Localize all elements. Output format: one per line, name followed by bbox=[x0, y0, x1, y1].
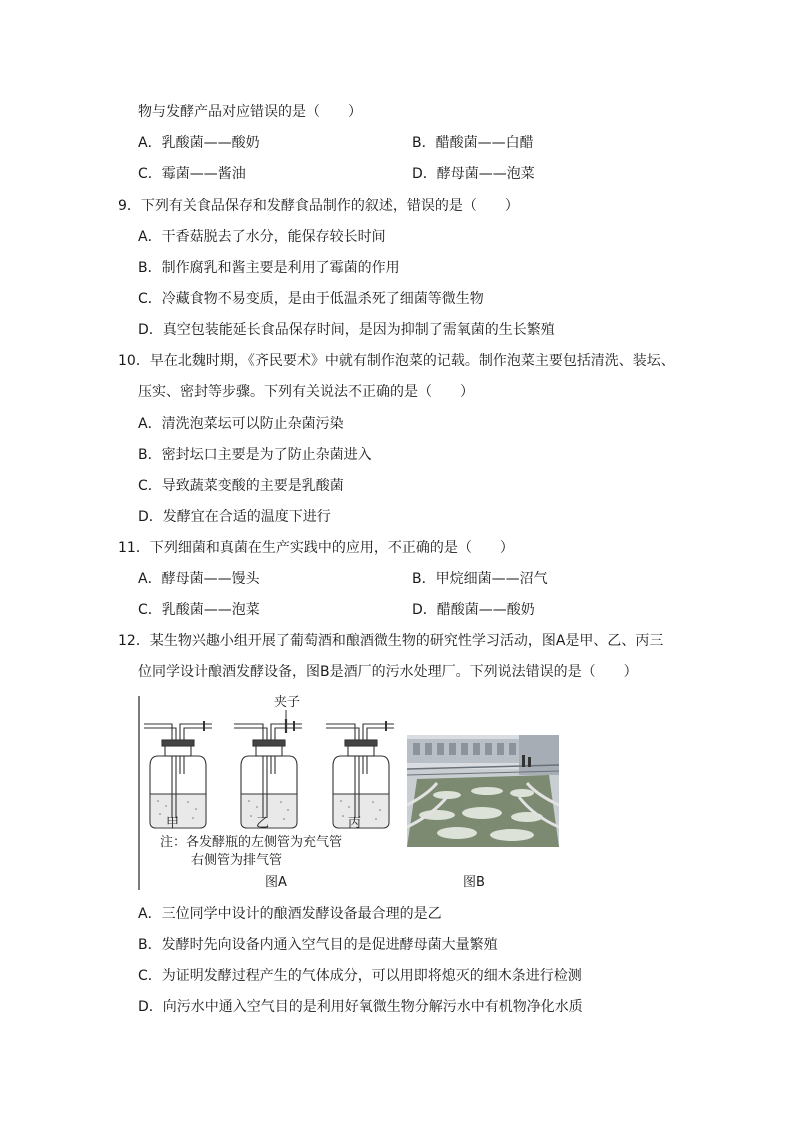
bottle-jia bbox=[144, 721, 212, 828]
figure-a-caption: 图A bbox=[265, 875, 287, 890]
q8-option-a: A．乳酸菌——酸奶 bbox=[138, 135, 260, 151]
question-11-stem: 11．下列细菌和真菌在生产实践中的应用，不正确的是（ ） bbox=[118, 540, 514, 556]
question-10-stem-line2: 压实、密封等步骤。下列有关说法不正确的是（ ） bbox=[138, 384, 474, 400]
q11-option-d: D．醋酸菌——酸奶 bbox=[412, 602, 535, 618]
question-10-stem-line1: 10．早在北魏时期，《齐民要术》中就有制作泡菜的记载。制作泡菜主要包括清洗、装坛、 bbox=[118, 353, 675, 369]
q9-option-d: D．真空包装能延长食品保存时间，是因为抑制了需氧菌的生长繁殖 bbox=[138, 322, 555, 338]
question-12-stem-line1: 12．某生物兴趣小组开展了葡萄酒和酿酒微生物的研究性学习活动，图A是甲、乙、丙三 bbox=[118, 633, 664, 649]
q9-option-b: B．制作腐乳和酱主要是利用了霉菌的作用 bbox=[138, 260, 400, 276]
clip-label: 夹子 bbox=[274, 695, 301, 710]
question-12-stem-line2: 位同学设计酿酒发酵设备，图B是酒厂的污水处理厂。下列说法错误的是（ ） bbox=[138, 664, 638, 680]
q10-option-b: B．密封坛口主要是为了防止杂菌进入 bbox=[138, 447, 372, 463]
q8-option-d: D．酵母菌——泡菜 bbox=[412, 166, 535, 182]
figure-a-fermentation-bottles bbox=[138, 694, 400, 890]
figure-b-caption: 图B bbox=[463, 875, 485, 890]
bottle-bing bbox=[326, 721, 394, 828]
q8-option-c: C．霉菌——酱油 bbox=[138, 166, 246, 182]
q12-option-d: D．向污水中通入空气目的是利用好氧微生物分解污水中有机物净化水质 bbox=[138, 999, 583, 1015]
question-9-stem: 9．下列有关食品保存和发酵食品制作的叙述，错误的是（ ） bbox=[118, 198, 519, 214]
bottle-label-jia: 甲 bbox=[166, 816, 180, 831]
q11-option-b: B．甲烷细菌——沼气 bbox=[412, 571, 548, 587]
bottle-label-yi: 乙 bbox=[256, 816, 270, 831]
q11-option-a: A．酵母菌——馒头 bbox=[138, 571, 260, 587]
q9-option-c: C．冷藏食物不易变质，是由于低温杀死了细菌等微生物 bbox=[138, 291, 484, 307]
bottle-yi bbox=[234, 710, 302, 828]
q10-option-c: C．导致蔬菜变酸的主要是乳酸菌 bbox=[138, 478, 344, 494]
bottle-label-bing: 丙 bbox=[348, 816, 362, 831]
q10-option-a: A．清洗泡菜坛可以防止杂菌污染 bbox=[138, 416, 344, 432]
q8-option-b: B．醋酸菌——白醋 bbox=[412, 135, 534, 151]
q12-option-a: A．三位同学中设计的酿酒发酵设备最合理的是乙 bbox=[138, 906, 442, 922]
q12-option-b: B．发酵时先向设备内通入空气目的是促进酵母菌大量繁殖 bbox=[138, 937, 498, 953]
question-8-stem-tail: 物与发酵产品对应错误的是（ ） bbox=[138, 104, 362, 120]
q10-option-d: D．发酵宜在合适的温度下进行 bbox=[138, 509, 331, 525]
sewage-plant-photo-drawing bbox=[407, 735, 559, 847]
q11-option-c: C．乳酸菌——泡菜 bbox=[138, 602, 260, 618]
q12-option-c: C．为证明发酵过程产生的气体成分，可以用即将熄灭的细木条进行检测 bbox=[138, 968, 582, 984]
figure-note-line1: 注：各发酵瓶的左侧管为充气管 bbox=[160, 835, 343, 850]
figure-b-sewage-plant-photo bbox=[407, 735, 559, 847]
q9-option-a: A．干香菇脱去了水分，能保存较长时间 bbox=[138, 229, 386, 245]
figure-note-line2: 右侧管为排气管 bbox=[191, 853, 283, 868]
